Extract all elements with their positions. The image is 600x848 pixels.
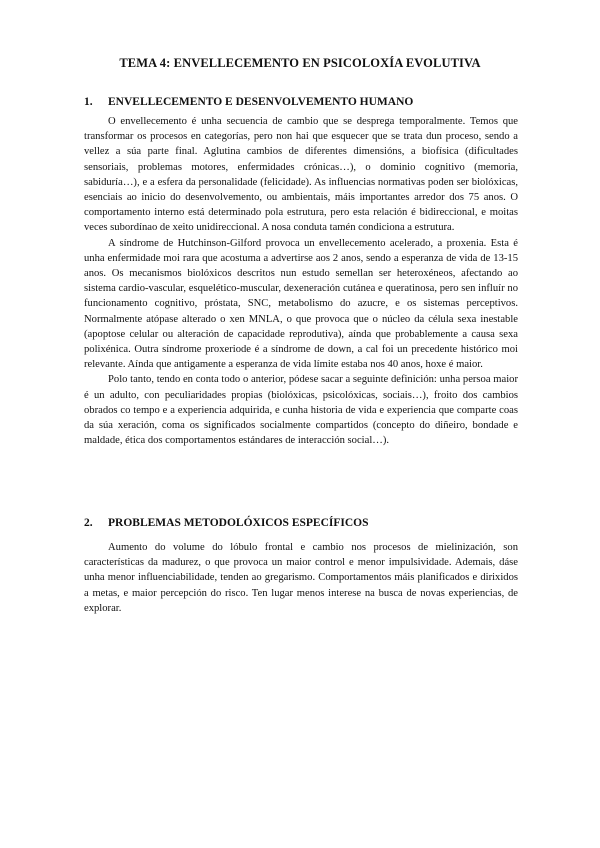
section-title: PROBLEMAS METODOLÓXICOS ESPECÍFICOS <box>108 517 369 529</box>
document-title: TEMA 4: ENVELLECEMENTO EN PSICOLOXÍA EVOLUTIVA <box>119 56 481 70</box>
paragraph: Polo tanto, tendo en conta todo o anterior, pódese sacar a seguinte definición: unha persoa maior é un adulto, con peculiaridades propias (biolóxicas, psicolóxicas, sociais…), froito dos cambios obrados co tempo e a experiencia adquirida, e cunha historia de vida e experiencia que comparte coas da súa xeración, coma os significados socialmente compartidos (concepto do diñeiro, bondade e maldade, ética dos comportamentos estándares de interacción social…). <box>84 374 518 447</box>
section-title: ENVELLECEMENTO E DESENVOLVEMENTO HUMANO <box>108 96 414 108</box>
section-body-1 <box>84 114 518 448</box>
section-heading-2 <box>84 517 369 529</box>
section-number: 2. <box>84 517 93 529</box>
section-number: 1. <box>84 96 93 108</box>
section-body-2 <box>84 540 518 616</box>
paragraph: A síndrome de Hutchinson-Gilford provoca un envellecemento acelerado, a proxenia. Esta é unha enfermidade moi rara que acostuma a advertirse aos 2 anos, sendo a esperanza de vida de 13-15 anos. Os mecanismos biolóxicos descritos nun estudo semellan ser heteroxéneos, afectando ao sistema cardio-vascular, esquelético-muscular, dexeneración cutánea e queratinosa, pero sen influír no funcionamento cognitivo, próstata, SNC, metabolismo do azucre, e os sistemas perceptivos. Normalmente atópase alterado o xen MNLA, o que provoca que o núcleo da célula sexa inestable (apoptose celular ou alteración de capacidade reprodutiva), aínda que probablemente a causa sexa polixénica. Outra síndrome proxeriode é a síndrome de down, a cal foi un precedente histórico moi relevante. Aínda que antigamente a esperanza de vida límite estaba nos 40 anos, hoxe é maior. <box>84 237 518 371</box>
paragraph: O envellecemento é unha secuencia de cambio que se desprega temporalmente. Temos que transformar os procesos en categorías, pero non hai que esquecer que se trata dun proceso, sendo a vellez a súa parte final. Aglutina cambios de diferentes dimensións, a biofísica (dificultades sensoriais, problemas motores, enfermidades crónicas…), o dominio cognitivo (memoria, sabiduría…), e a esfera da personalidade (felicidade). As influencias normativas poden ser biolóxicas, esenciais ao inicio do desenvolvemento, ou ambientais, máis importantes arredor dos 75 anos. O comportamento interno está determinado pola estrutura, pero esta relación é bidireccional, e moitas veces subordínao de xeito unidireccional. A nosa conduta tamén condiciona a estrutura. <box>84 116 518 234</box>
section-heading-1 <box>84 96 413 108</box>
paragraph: Aumento do volume do lóbulo frontal e cambio nos procesos de mielinización, son características da madurez, o que provoca un maior control e menor impulsividade. Ademais, dáse unha menor influenciabilidade, tenden ao gregarismo. Comportamentos máis planificados e dirixidos a metas, e maior percepción do risco. Ten lugar menos interese na busca de novas experiencias, de explorar. <box>84 542 518 614</box>
